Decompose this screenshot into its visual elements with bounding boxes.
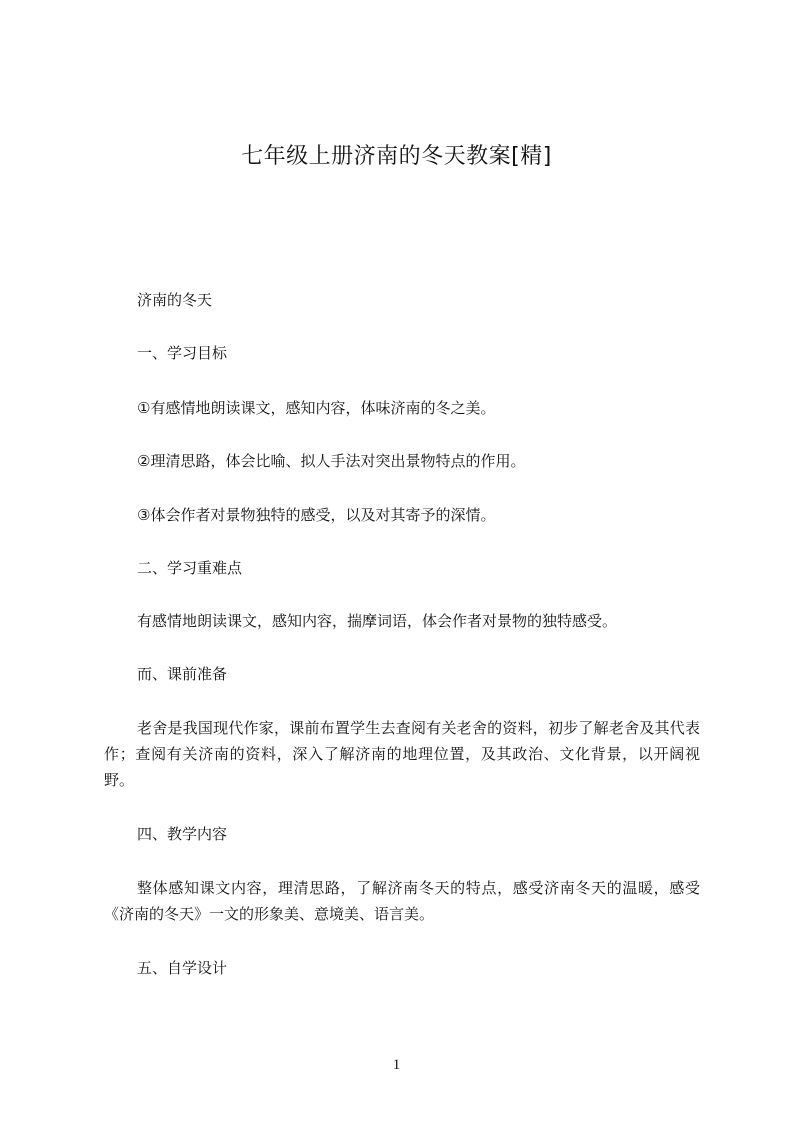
preparation-paragraph: 老舍是我国现代作家，课前布置学生去查阅有关老舍的资料，初步了解老舍及其代表作；查阅有关济南的资料，深入了解济南的地理位置，及其政治、文化背景，以开阔视野。 [104,719,700,789]
section-heading-teaching-content: 四、教学内容 [137,825,228,843]
key-points-paragraph: 有感情地朗读课文，感知内容，揣摩词语，体会作者对景物的独特感受。 [137,612,618,630]
section-heading-self-study: 五、自学设计 [137,959,228,977]
goal-item-1: ①有感情地朗读课文，感知内容，体味济南的冬之美。 [137,399,496,417]
teaching-content-paragraph: 整体感知课文内容，理清思路，了解济南冬天的特点，感受济南冬天的温暖，感受《济南的冬天》一文的形象美、意境美、语言美。 [104,879,700,923]
page-title: 七年级上册济南的冬天教案[精] [241,144,552,169]
section-heading-learning-goals: 一、学习目标 [137,344,228,362]
goal-item-3: ③体会作者对景物独特的感受，以及对其寄予的深情。 [137,506,496,524]
section-heading-key-points: 二、学习重难点 [137,559,243,577]
lesson-title: 济南的冬天 [137,291,213,309]
page-number: 1 [392,1057,401,1073]
goal-item-2: ②理清思路，体会比喻、拟人手法对突出景物特点的作用。 [137,452,526,470]
section-heading-preparation: 而、课前准备 [137,665,228,683]
